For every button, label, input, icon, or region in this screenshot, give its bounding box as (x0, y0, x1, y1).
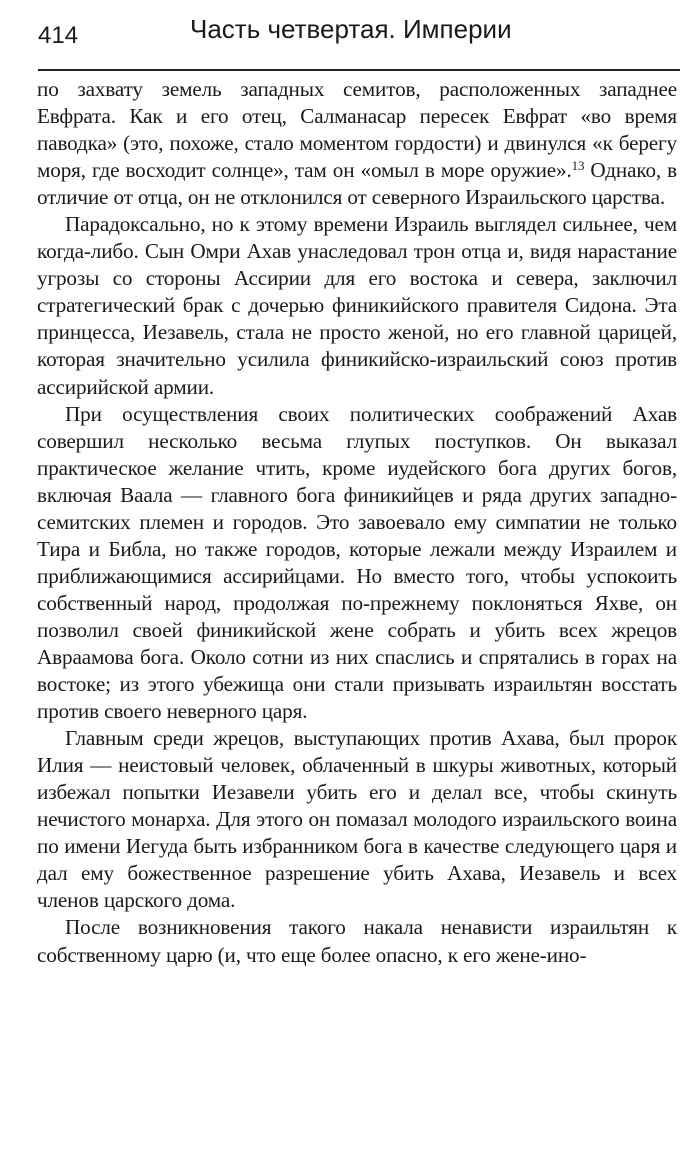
footnote-ref: 13 (571, 158, 585, 174)
paragraph: Парадоксально, но к этому времени Израиль выглядел сильнее, чем когда-либо. Сын Омри Ахав унаследовал трон отца и, видя нарастание угрозы со стороны Ассирии для его востока и севера, заключил стратегический брак с дочерью финикийского правителя Сидона. Эта принцесса, Иезавель, стала не просто женой, но его главной царицей, которая значительно усилила финикийско-израильский союз против ассирийской армии. (37, 212, 677, 399)
running-head: Часть четвертая. Империи (190, 14, 512, 44)
paragraph: При осуществления своих политических соображений Ахав совершил несколько весьма глупых поступков. Он выказал практическое желание чтить, кроме иудейского бога других богов, включая Ваала — главного бога финикийцев и ряда других западно-семитских племен и городов. Это завоевало ему симпатии не только Тира и Библа, но также городов, которые лежали между Израилем и приближающимися ассирийцами. Но вместо того, чтобы успокоить собственный народ, продолжая по-прежнему поклоняться Яхве, он позволил своей финикийской жене собрать и убить всех жрецов Авраамова бога. Около сотни из них спаслись и спрятались в горах на востоке; из этого убежища они стали призывать израильтян восстать против своего неверного царя. (37, 401, 677, 724)
paragraph: Главным среди жрецов, выступающих против Ахава, был пророк Илия — неистовый человек, облаченный в шкуры животных, который избежал попытки Иезавели убить его и делал все, чтобы скинуть нечистого монарха. Для этого он помазал молодого израильского воина по имени Иегуда быть избранником бога в качестве следующего царя и дал ему божественное разрешение убить Ахава, Иезавель и всех членов царского дома. (37, 726, 677, 913)
paragraph-text: Однако, в отличие от отца, он не отклонился от северного Израильского царства. (37, 158, 677, 210)
body-text (37, 76, 677, 969)
page-header (38, 14, 678, 54)
page-number: 414 (38, 22, 79, 49)
paragraph-text: по захвату земель западных семитов, расположенных западнее Евфрата. Как и его отец, Салманасар пересек Евфрат «во время паводка» (это, похоже, стало моментом гордости) и двинулся «к берегу моря, где восходит солнце», там он «омыл в море оружие». (37, 77, 677, 183)
paragraph (37, 76, 677, 211)
paragraph: После возникновения такого накала ненависти израильтян к собственному царю (и, что еще более опасно, к его жене-ино- (37, 915, 677, 967)
header-rule (38, 69, 680, 71)
